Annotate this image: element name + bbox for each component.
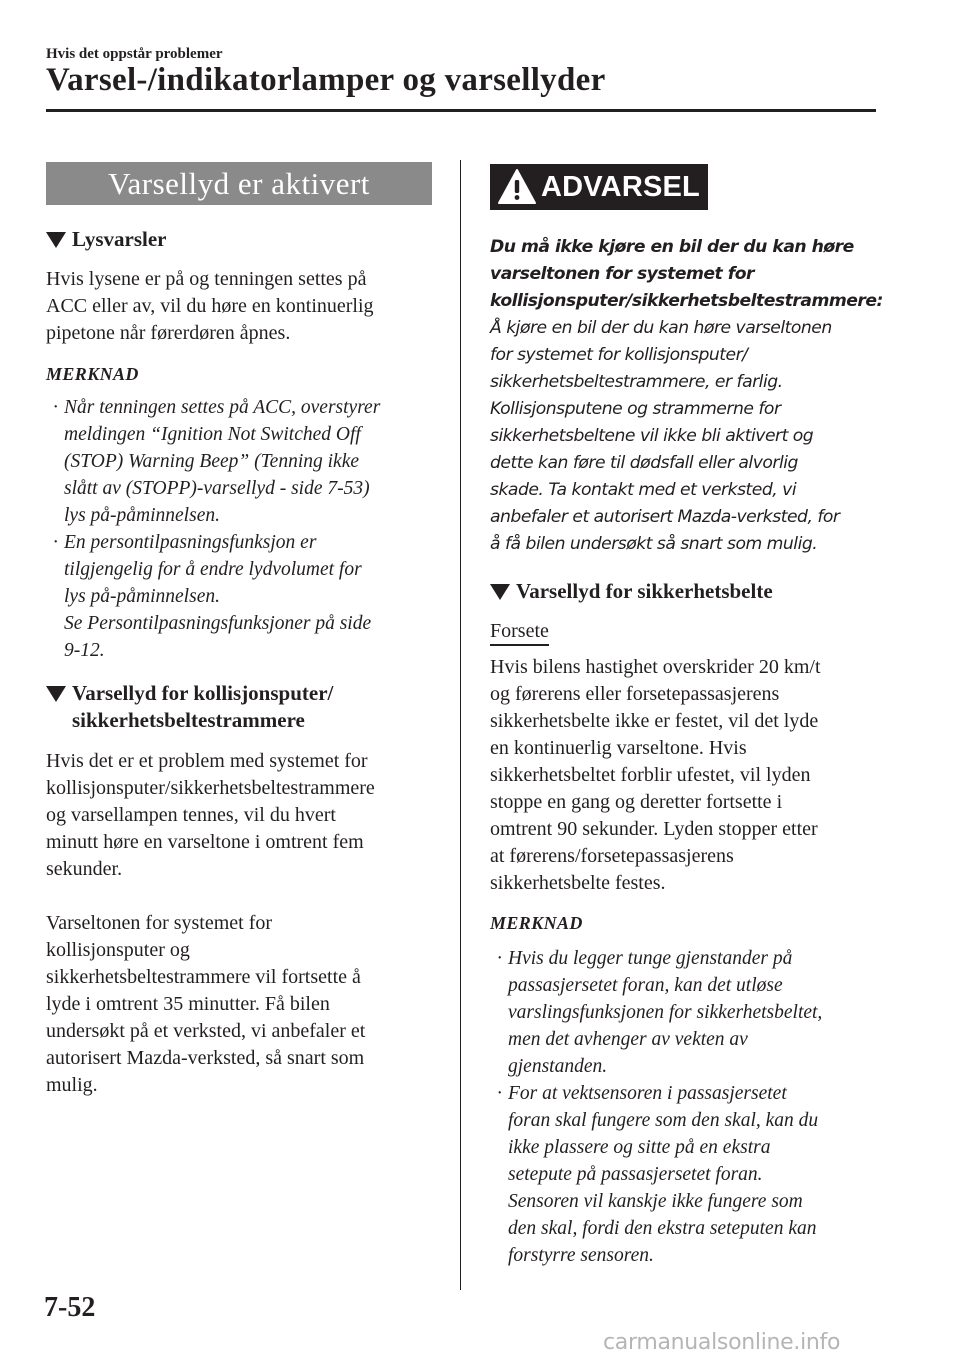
left-column: [46, 226, 438, 1099]
warning-triangle-icon: [497, 167, 537, 207]
note-list: [46, 394, 438, 664]
note-list: [490, 945, 875, 1269]
note-item: · En persontilpasningsfunksjon er tilgjengelig for å endre lydvolumet for lys på-påminnelsen. Se Persontilpasningsfunksjoner på side 9-12.: [46, 529, 438, 664]
note-item: · Hvis du legger tunge gjenstander på passasjersetet foran, kan det utløse varslingsfunksjonen for sikkerhetsbeltet, men det avhenger av vekten av gjenstanden.: [490, 945, 875, 1080]
kollisjonsputer-paragraph-2: Varseltonen for systemet for kollisjonsputer og sikkerhetsbeltestrammere vil fortsette å lyde i omtrent 35 minutter. Få bilen undersøkt på et verksted, vi anbefaler et autorisert Mazda-verksted, så snart som mulig.: [46, 912, 366, 1096]
lysvarsler-paragraph: Hvis lysene er på og tenningen settes på ACC eller av, vil du høre en kontinuerlig pipetone når førerdøren åpnes.: [46, 268, 374, 344]
watermark: carmanualsonline.info: [603, 1330, 841, 1355]
note-item: · For at vektsensoren i passasjersetet foran skal fungere som den skal, kan du ikke plassere og sitte på en ekstra setepute på passasjersetet foran. Sensoren vil kanskje ikke fungere som den skal, fordi den ekstra seteputen kan forstyrre sensoren.: [490, 1080, 875, 1269]
warning-text: Du må ikke kjøre en bil der du kan høre varseltonen for systemet for kollisjonsputer/sikkerhetsbeltestrammere: Å kjøre en bil der du kan høre varseltonen for systemet for kollisjonsputer/ sikkerhetsbeltestrammere, er farlig. Kollisjonsputene og strammerne for sikkerhetsbeltene vil ikke bli aktivert og dette kan føre til dødsfall eller alvorlig skade. Ta kontakt med et verksted, vi anbefaler et autorisert Mazda-verksted, for å få bilen undersøkt så snart som mulig.: [490, 237, 883, 554]
forsete-subheading-wrap: [490, 619, 875, 646]
merknad-label: MERKNAD: [490, 913, 583, 933]
forsete-subheading: Forsete: [490, 619, 549, 646]
kollisjonsputer-heading: Varsellyd for kollisjonsputer/ sikkerhetsbeltestrammere: [46, 680, 438, 734]
header-rule: [46, 109, 876, 112]
advarsel-label: ADVARSEL: [541, 170, 700, 203]
sikkerhetsbelte-heading: Varsellyd for sikkerhetsbelte: [490, 578, 875, 605]
breadcrumb: Hvis det oppstår problemer: [46, 46, 223, 62]
triangle-marker-icon: [46, 232, 66, 248]
section-banner: Varsellyd er aktivert: [46, 162, 432, 205]
bullet: ·: [53, 532, 58, 553]
bullet: ·: [53, 397, 58, 418]
merknad-label: MERKNAD: [46, 364, 139, 384]
lysvarsler-heading: Lysvarsler: [46, 226, 438, 253]
column-divider: [460, 160, 461, 1290]
page-number: 7-52: [44, 1292, 96, 1323]
triangle-marker-icon: [490, 584, 510, 600]
bullet: ·: [497, 948, 502, 969]
bullet: ·: [497, 1083, 502, 1104]
sikkerhetsbelte-paragraph: Hvis bilens hastighet overskrider 20 km/t og førerens eller forsetepassasjerens sikkerhetsbelte ikke er festet, vil det lyde en kontinuerlig varseltone. Hvis sikkerhetsbeltet forblir ufestet, vil lyden stoppe en gang og deretter fortsette i omtrent 90 sekunder. Lyden stopper etter at førerens/forsetepassasjerens sikkerhetsbelte festes.: [490, 656, 821, 894]
right-column: [490, 164, 883, 1269]
chapter-title: Varsel-/indikatorlamper og varsellyder: [46, 62, 606, 98]
advarsel-badge: [490, 164, 708, 210]
kollisjonsputer-paragraph-1: Hvis det er et problem med systemet for kollisjonsputer/sikkerhetsbeltestrammere og varsellampen tennes, vil du hvert minutt høre en varseltone i omtrent fem sekunder.: [46, 750, 375, 880]
triangle-marker-icon: [46, 686, 66, 702]
note-item: · Når tenningen settes på ACC, overstyrer meldingen “Ignition Not Switched Off (STOP) Warning Beep” (Tenning ikke slått av (STOPP)-varsellyd - side 7-53) lys på-påminnelsen.: [46, 394, 438, 529]
